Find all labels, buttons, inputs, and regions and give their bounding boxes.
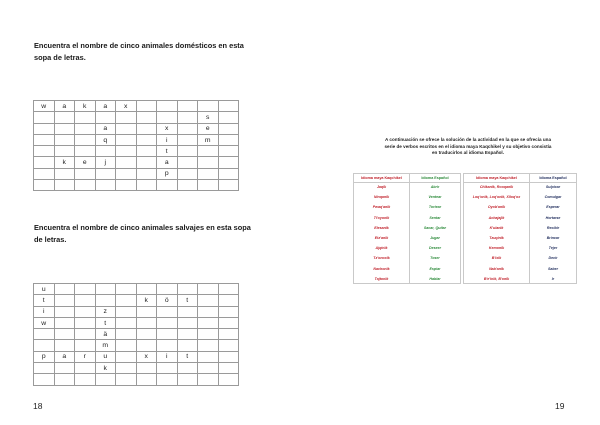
grid-cell: e	[75, 157, 96, 168]
grid-cell	[198, 101, 219, 112]
table-row	[464, 264, 577, 274]
grid-cell: u	[95, 351, 116, 362]
grid-cell	[177, 180, 198, 191]
kaqchikel-verb: Tzuqinïk	[464, 233, 530, 243]
wild-grid-row	[34, 306, 239, 317]
grid-cell	[136, 374, 157, 385]
grid-cell	[218, 374, 239, 385]
grid-cell	[198, 317, 219, 328]
grid-cell	[177, 329, 198, 340]
table-row	[464, 223, 577, 233]
grid-cell	[157, 329, 178, 340]
grid-cell: k	[75, 101, 96, 112]
table-row	[354, 182, 461, 192]
grid-cell	[116, 295, 137, 306]
table-row	[464, 243, 577, 253]
grid-cell: ö	[157, 295, 178, 306]
grid-cell	[116, 363, 137, 374]
domestic-grid-row	[34, 134, 239, 145]
domestic-grid-row	[34, 101, 239, 112]
wild-grid-row	[34, 329, 239, 340]
table-row	[354, 274, 461, 284]
spanish-translation: Ventear	[410, 192, 461, 202]
kaqchikel-verb: Ninqanïk	[354, 192, 410, 202]
grid-cell	[157, 112, 178, 123]
grid-cell: t	[177, 351, 198, 362]
table-row	[464, 213, 577, 223]
grid-cell: r	[75, 351, 96, 362]
grid-cell	[116, 146, 137, 157]
grid-cell	[136, 123, 157, 134]
grid-cell: p	[157, 168, 178, 179]
spanish-translation: Hablar	[410, 274, 461, 284]
grid-cell	[75, 146, 96, 157]
grid-cell	[157, 374, 178, 385]
grid-cell	[177, 101, 198, 112]
grid-cell	[218, 340, 239, 351]
grid-cell	[116, 157, 137, 168]
grid-cell: m	[95, 340, 116, 351]
grid-cell	[177, 112, 198, 123]
grid-cell	[177, 340, 198, 351]
kaqchikel-verb: Nab'anïk	[464, 264, 530, 274]
grid-cell	[136, 340, 157, 351]
grid-cell	[136, 101, 157, 112]
grid-cell	[34, 157, 55, 168]
grid-cell: w	[34, 317, 55, 328]
table-row	[354, 213, 461, 223]
grid-cell	[218, 284, 239, 295]
grid-cell	[54, 168, 75, 179]
grid-cell	[34, 329, 55, 340]
spanish-translation: Brincar	[530, 233, 577, 243]
grid-cell	[54, 340, 75, 351]
grid-cell	[95, 284, 116, 295]
kaqchikel-verb: Pwaq'anïk	[354, 202, 410, 212]
grid-cell	[177, 317, 198, 328]
grid-cell: t	[34, 295, 55, 306]
grid-cell	[177, 134, 198, 145]
grid-cell: i	[157, 351, 178, 362]
grid-cell	[218, 123, 239, 134]
grid-cell	[218, 306, 239, 317]
spanish-translation: Sulpicar	[530, 182, 577, 192]
wild-grid-row	[34, 284, 239, 295]
grid-cell	[177, 146, 198, 157]
table-row	[464, 202, 577, 212]
grid-cell	[218, 363, 239, 374]
wild-grid-row	[34, 317, 239, 328]
grid-cell	[136, 134, 157, 145]
kaqchikel-verb: Ti'oyonïk	[354, 213, 410, 223]
table-row	[354, 264, 461, 274]
grid-cell	[198, 374, 219, 385]
grid-cell: j	[95, 157, 116, 168]
grid-cell	[75, 168, 96, 179]
grid-cell	[218, 112, 239, 123]
grid-cell	[54, 112, 75, 123]
kaqchikel-verb: K'ulanïk	[464, 223, 530, 233]
grid-cell	[177, 157, 198, 168]
grid-cell	[34, 340, 55, 351]
grid-cell	[157, 284, 178, 295]
table-row	[464, 253, 577, 263]
spanish-translation: Recibir	[530, 223, 577, 233]
grid-cell	[136, 363, 157, 374]
grid-cell: k	[95, 363, 116, 374]
grid-cell	[75, 329, 96, 340]
grid-cell	[177, 284, 198, 295]
grid-cell	[136, 329, 157, 340]
grid-cell: a	[157, 157, 178, 168]
grid-cell	[95, 168, 116, 179]
column-header-spanish: Idioma Español	[410, 174, 461, 183]
grid-cell	[116, 112, 137, 123]
spanish-translation: Deseer	[410, 243, 461, 253]
grid-cell	[116, 180, 137, 191]
grid-cell	[157, 101, 178, 112]
table-row	[354, 202, 461, 212]
grid-cell	[218, 101, 239, 112]
kaqchikel-verb: Elesanïk	[354, 223, 410, 233]
grid-cell: u	[34, 284, 55, 295]
grid-cell: i	[157, 134, 178, 145]
grid-cell	[34, 134, 55, 145]
grid-cell: x	[157, 123, 178, 134]
grid-cell	[198, 157, 219, 168]
domestic-animals-instruction: Encuentra el nombre de cinco animales domésticos en esta sopa de letras.	[34, 41, 244, 62]
kaqchikel-verb: Kemonïk	[464, 243, 530, 253]
spanish-translation: Tejer	[530, 243, 577, 253]
grid-cell	[157, 306, 178, 317]
grid-cell	[54, 374, 75, 385]
domestic-grid-row	[34, 157, 239, 168]
domestic-grid-row	[34, 180, 239, 191]
grid-cell	[54, 134, 75, 145]
grid-cell	[75, 112, 96, 123]
grid-cell: p	[34, 351, 55, 362]
grid-cell	[136, 146, 157, 157]
grid-cell	[218, 180, 239, 191]
grid-cell	[95, 146, 116, 157]
domestic-grid-row	[34, 146, 239, 157]
grid-cell	[116, 284, 137, 295]
wild-grid-row	[34, 351, 239, 362]
grid-cell	[136, 284, 157, 295]
grid-cell	[198, 168, 219, 179]
kaqchikel-verb: Ajqinïk	[354, 243, 410, 253]
column-header-kaqchikel: Idioma maya Kaqchikel	[354, 174, 410, 183]
grid-cell	[177, 374, 198, 385]
grid-cell	[34, 112, 55, 123]
kaqchikel-verb: Etz'anïk	[354, 233, 410, 243]
grid-cell	[198, 180, 219, 191]
grid-cell	[116, 134, 137, 145]
grid-cell	[177, 363, 198, 374]
kaqchikel-verb: Oyob'anïk	[464, 202, 530, 212]
table-row	[354, 243, 461, 253]
wild-grid-row	[34, 340, 239, 351]
table-row	[354, 223, 461, 233]
spanish-translation: Abrir	[410, 182, 461, 192]
grid-cell	[116, 340, 137, 351]
wild-word-search-grid	[33, 283, 239, 386]
grid-cell	[116, 306, 137, 317]
grid-cell	[34, 168, 55, 179]
kaqchikel-verb: B'ixïk	[464, 253, 530, 263]
grid-cell: t	[95, 317, 116, 328]
grid-cell	[34, 374, 55, 385]
grid-cell: t	[157, 146, 178, 157]
grid-cell: e	[198, 123, 219, 134]
grid-cell	[218, 329, 239, 340]
grid-cell	[218, 146, 239, 157]
grid-cell	[75, 340, 96, 351]
grid-cell	[54, 146, 75, 157]
column-header-spanish: Idioma Español	[530, 174, 577, 183]
grid-cell	[198, 295, 219, 306]
kaqchikel-verb: Tz'onoxïk	[354, 253, 410, 263]
table-row	[464, 182, 577, 192]
grid-cell	[157, 340, 178, 351]
grid-cell: x	[136, 351, 157, 362]
spanish-translation: Espiar	[410, 264, 461, 274]
grid-cell: w	[34, 101, 55, 112]
grid-cell	[218, 295, 239, 306]
grid-cell	[75, 374, 96, 385]
grid-cell: q	[95, 134, 116, 145]
domestic-grid-row	[34, 123, 239, 134]
verbs-solution-table-left	[353, 173, 461, 284]
grid-cell	[54, 284, 75, 295]
grid-cell	[116, 374, 137, 385]
grid-cell	[75, 123, 96, 134]
grid-cell	[75, 180, 96, 191]
spanish-translation: Comulgar	[530, 192, 577, 202]
spanish-translation: Jugar	[410, 233, 461, 243]
table-row	[354, 233, 461, 243]
grid-cell	[34, 180, 55, 191]
grid-cell: ä	[95, 329, 116, 340]
grid-cell	[198, 284, 219, 295]
grid-cell	[95, 295, 116, 306]
spanish-translation: Sentar	[410, 213, 461, 223]
grid-cell	[34, 123, 55, 134]
domestic-grid-row	[34, 168, 239, 179]
grid-cell: x	[116, 101, 137, 112]
grid-cell	[54, 317, 75, 328]
grid-cell	[218, 317, 239, 328]
kaqchikel-verb: Jaqïk	[354, 182, 410, 192]
grid-cell	[198, 351, 219, 362]
grid-cell	[75, 363, 96, 374]
wild-animals-instruction: Encuentra el nombre de cinco animales salvajes en esta sopa de letras.	[34, 223, 251, 244]
kaqchikel-verb: B'e'inïk, B'onïk	[464, 274, 530, 284]
grid-cell	[198, 363, 219, 374]
grid-cell	[218, 134, 239, 145]
grid-cell	[54, 295, 75, 306]
grid-cell	[116, 329, 137, 340]
grid-cell	[136, 180, 157, 191]
grid-cell	[218, 351, 239, 362]
grid-cell: i	[34, 306, 55, 317]
grid-cell	[177, 306, 198, 317]
kaqchikel-verb: Achajajïk	[464, 213, 530, 223]
page-number-left: 18	[33, 401, 43, 411]
spanish-translation: Hortarse	[530, 213, 577, 223]
grid-cell: m	[198, 134, 219, 145]
grid-cell	[198, 146, 219, 157]
table-row	[354, 192, 461, 202]
grid-cell	[54, 363, 75, 374]
grid-cell	[95, 374, 116, 385]
grid-cell	[157, 363, 178, 374]
grid-cell	[75, 317, 96, 328]
domestic-word-search-grid	[33, 100, 239, 191]
grid-cell: a	[95, 123, 116, 134]
grid-cell	[136, 317, 157, 328]
grid-cell	[157, 317, 178, 328]
table-row	[464, 274, 577, 284]
kaqchikel-verb: Loq'onïk, Loq'onïk, Xïloq'ox	[464, 192, 530, 202]
grid-cell	[54, 180, 75, 191]
grid-cell	[54, 306, 75, 317]
grid-cell: a	[54, 101, 75, 112]
grid-cell: a	[95, 101, 116, 112]
grid-cell: s	[198, 112, 219, 123]
kaqchikel-verb: Nachonïk	[354, 264, 410, 274]
grid-cell	[34, 363, 55, 374]
grid-cell	[116, 123, 137, 134]
spanish-translation: Sacar, Quitar	[410, 223, 461, 233]
spanish-translation: Toser	[410, 253, 461, 263]
spanish-translation: Esperar	[530, 202, 577, 212]
spanish-translation: Saber	[530, 264, 577, 274]
grid-cell	[75, 284, 96, 295]
wild-grid-row	[34, 295, 239, 306]
grid-cell: t	[177, 295, 198, 306]
grid-cell	[95, 180, 116, 191]
wild-grid-row	[34, 363, 239, 374]
grid-cell	[54, 123, 75, 134]
grid-cell: z	[95, 306, 116, 317]
page-number-right: 19	[555, 401, 565, 411]
table-row	[464, 233, 577, 243]
table-row	[464, 192, 577, 202]
grid-cell	[198, 329, 219, 340]
grid-cell	[218, 157, 239, 168]
grid-cell	[95, 112, 116, 123]
column-header-kaqchikel: Idioma maya Kaqchikel	[464, 174, 530, 183]
grid-cell	[218, 168, 239, 179]
grid-cell	[75, 134, 96, 145]
table-row	[354, 253, 461, 263]
grid-cell	[116, 317, 137, 328]
grid-cell: k	[136, 295, 157, 306]
grid-cell	[54, 329, 75, 340]
grid-cell	[198, 340, 219, 351]
kaqchikel-verb: Tajtonïk	[354, 274, 410, 284]
grid-cell	[177, 168, 198, 179]
grid-cell	[136, 306, 157, 317]
grid-cell	[116, 168, 137, 179]
spanish-translation: Decir	[530, 253, 577, 263]
kaqchikel-verb: Chïkanïk, Rooqanïk	[464, 182, 530, 192]
wild-grid-row	[34, 374, 239, 385]
grid-cell	[75, 295, 96, 306]
verbs-solution-table-right	[463, 173, 577, 284]
grid-cell	[136, 168, 157, 179]
grid-cell	[136, 157, 157, 168]
spanish-translation: Ir	[530, 274, 577, 284]
grid-cell	[75, 306, 96, 317]
grid-cell	[34, 146, 55, 157]
grid-cell	[157, 180, 178, 191]
grid-cell	[136, 112, 157, 123]
domestic-grid-row	[34, 112, 239, 123]
spanish-translation: Tortear	[410, 202, 461, 212]
grid-cell: a	[54, 351, 75, 362]
grid-cell	[116, 351, 137, 362]
grid-cell: k	[54, 157, 75, 168]
solution-intro-text: A continuación se ofrece la solución de la actividad en la que se ofrecía una serie de verbos escritos en el idioma maya Kaqchikel y su objetivo consistía en traducirlos al idioma Español.	[384, 137, 552, 156]
grid-cell	[198, 306, 219, 317]
grid-cell	[177, 123, 198, 134]
